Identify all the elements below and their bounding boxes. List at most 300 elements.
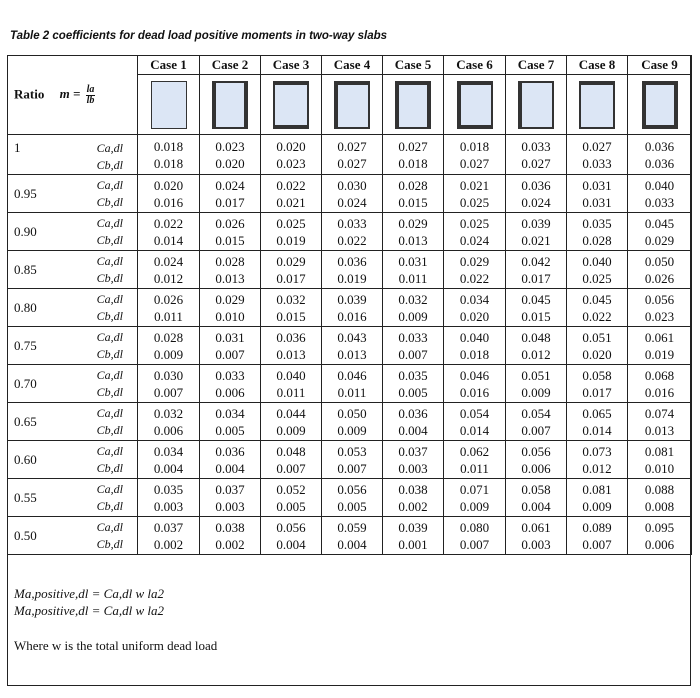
coef-a-value: 0.065 bbox=[582, 405, 612, 421]
coef-a-value: 0.029 bbox=[215, 291, 245, 307]
coef-cell bbox=[322, 517, 383, 555]
coef-cell bbox=[444, 251, 506, 289]
table-row bbox=[8, 289, 692, 327]
coef-b-value: 0.028 bbox=[582, 232, 612, 248]
coef-b-value: 0.033 bbox=[582, 155, 612, 171]
coef-cell bbox=[138, 441, 200, 479]
coef-cell bbox=[567, 135, 628, 175]
coef-b-value: 0.033 bbox=[644, 194, 675, 210]
coef-a-value: 0.050 bbox=[644, 253, 675, 269]
coef-cell bbox=[383, 289, 444, 327]
coef-b-value: 0.005 bbox=[276, 498, 306, 514]
coef-b-value: 0.005 bbox=[337, 498, 367, 514]
coef-a-value: 0.042 bbox=[521, 253, 551, 269]
coef-b-value: 0.002 bbox=[215, 536, 245, 552]
coef-b-value: 0.006 bbox=[521, 460, 551, 476]
coef-b-value: 0.007 bbox=[459, 536, 490, 552]
coef-a-value: 0.045 bbox=[521, 291, 551, 307]
coef-b-value: 0.007 bbox=[337, 460, 367, 476]
ratio-cell bbox=[8, 213, 138, 251]
coef-a-value: 0.037 bbox=[398, 443, 428, 459]
table-row bbox=[8, 327, 692, 365]
coef-cell bbox=[383, 251, 444, 289]
coef-a-value: 0.018 bbox=[153, 138, 184, 154]
ratio-value: 0.95 bbox=[14, 185, 37, 201]
coef-a-value: 0.035 bbox=[582, 215, 612, 231]
coef-cell bbox=[628, 403, 692, 441]
ratio-value: 0.65 bbox=[14, 413, 37, 429]
table-row bbox=[8, 175, 692, 213]
coef-a-value: 0.081 bbox=[644, 443, 675, 459]
coef-b-name: Cb,dl bbox=[96, 536, 123, 551]
coef-cell bbox=[444, 289, 506, 327]
coef-a-value: 0.026 bbox=[153, 291, 184, 307]
coef-b-value: 0.022 bbox=[459, 270, 490, 286]
coef-b-value: 0.014 bbox=[582, 422, 612, 438]
coef-cell bbox=[567, 251, 628, 289]
coef-cell bbox=[261, 251, 322, 289]
coef-a-value: 0.048 bbox=[276, 443, 306, 459]
ratio-header bbox=[8, 56, 138, 135]
coef-b-value: 0.010 bbox=[215, 308, 245, 324]
coef-cell bbox=[322, 289, 383, 327]
coef-a-value: 0.074 bbox=[644, 405, 675, 421]
coef-b-value: 0.007 bbox=[215, 346, 245, 362]
coef-b-value: 0.024 bbox=[521, 194, 551, 210]
table-row bbox=[8, 403, 692, 441]
coef-a-value: 0.046 bbox=[337, 367, 367, 383]
ratio-cell bbox=[8, 327, 138, 365]
coef-b-value: 0.020 bbox=[459, 308, 490, 324]
coef-a-value: 0.036 bbox=[644, 138, 675, 154]
coef-a-value: 0.025 bbox=[459, 215, 490, 231]
coef-cell bbox=[322, 365, 383, 403]
case-4-header: Case 4 bbox=[322, 56, 383, 75]
coef-cell bbox=[261, 289, 322, 327]
coef-a-value: 0.040 bbox=[276, 367, 306, 383]
formula-1-rhs: = Ca,dl w la2 bbox=[91, 586, 164, 601]
coef-a-value: 0.018 bbox=[459, 138, 490, 154]
ratio-fraction bbox=[86, 85, 96, 106]
coef-cell bbox=[383, 517, 444, 555]
ratio-cell bbox=[8, 403, 138, 441]
coef-a-value: 0.039 bbox=[398, 519, 428, 535]
table-row bbox=[8, 365, 692, 403]
slab-diagram-icon bbox=[457, 81, 493, 129]
frac-numerator: la bbox=[86, 83, 95, 95]
coef-a-value: 0.050 bbox=[337, 405, 367, 421]
coef-a-name: Ca,dl bbox=[96, 291, 123, 306]
table-title: Table 2 coefficients for dead load positive moments in two-way slabs bbox=[10, 30, 388, 42]
case-2-header: Case 2 bbox=[200, 56, 261, 75]
coef-a-value: 0.036 bbox=[215, 443, 245, 459]
coef-cell bbox=[628, 135, 692, 175]
coef-b-value: 0.009 bbox=[276, 422, 306, 438]
coef-a-value: 0.021 bbox=[459, 177, 490, 193]
coef-cell bbox=[200, 365, 261, 403]
coef-b-value: 0.013 bbox=[398, 232, 428, 248]
coef-cell bbox=[322, 403, 383, 441]
case-1-diagram bbox=[138, 75, 200, 135]
coef-b-value: 0.006 bbox=[215, 384, 245, 400]
coef-b-value: 0.020 bbox=[215, 155, 245, 171]
coef-a-value: 0.045 bbox=[644, 215, 675, 231]
coef-b-name: Cb,dl bbox=[96, 194, 123, 209]
coef-cell bbox=[383, 441, 444, 479]
coef-a-value: 0.028 bbox=[398, 177, 428, 193]
coef-a-value: 0.029 bbox=[276, 253, 306, 269]
ratio-cell bbox=[8, 479, 138, 517]
coef-cell bbox=[506, 213, 567, 251]
coef-a-value: 0.028 bbox=[215, 253, 245, 269]
coef-a-value: 0.081 bbox=[582, 481, 612, 497]
coef-a-value: 0.045 bbox=[582, 291, 612, 307]
formula-2-rhs: = Ca,dl w la2 bbox=[91, 603, 164, 618]
slab-diagram-icon bbox=[579, 81, 615, 129]
coef-b-value: 0.004 bbox=[215, 460, 245, 476]
coef-b-value: 0.009 bbox=[459, 498, 490, 514]
coef-a-value: 0.056 bbox=[276, 519, 306, 535]
coef-a-value: 0.033 bbox=[398, 329, 428, 345]
ratio-value: 0.50 bbox=[14, 527, 37, 543]
coef-b-value: 0.016 bbox=[644, 384, 675, 400]
case-7-header: Case 7 bbox=[506, 56, 567, 75]
coef-b-value: 0.024 bbox=[337, 194, 367, 210]
coef-a-name: Ca,dl bbox=[96, 481, 123, 496]
ratio-cell bbox=[8, 517, 138, 555]
coef-a-value: 0.020 bbox=[276, 138, 306, 154]
coef-b-name: Cb,dl bbox=[96, 158, 123, 172]
coef-a-value: 0.040 bbox=[644, 177, 675, 193]
coef-b-value: 0.019 bbox=[644, 346, 675, 362]
coef-cell bbox=[200, 251, 261, 289]
coef-b-value: 0.007 bbox=[153, 384, 184, 400]
coef-a-name: Ca,dl bbox=[96, 253, 123, 268]
coef-a-value: 0.058 bbox=[582, 367, 612, 383]
coef-cell bbox=[383, 365, 444, 403]
ratio-value: 0.75 bbox=[14, 337, 37, 353]
coef-cell bbox=[567, 441, 628, 479]
table-row bbox=[8, 251, 692, 289]
ratio-value: 0.85 bbox=[14, 261, 37, 277]
coef-b-value: 0.022 bbox=[582, 308, 612, 324]
coef-a-value: 0.030 bbox=[153, 367, 184, 383]
coef-cell bbox=[200, 327, 261, 365]
ratio-cell bbox=[8, 251, 138, 289]
coef-b-value: 0.016 bbox=[153, 194, 184, 210]
coef-cell bbox=[444, 175, 506, 213]
coef-a-name: Ca,dl bbox=[96, 443, 123, 458]
coef-a-value: 0.029 bbox=[459, 253, 490, 269]
coef-cell bbox=[261, 175, 322, 213]
coef-b-value: 0.013 bbox=[276, 346, 306, 362]
coef-b-value: 0.027 bbox=[337, 155, 367, 171]
formula-line-1 bbox=[14, 585, 164, 602]
coef-a-value: 0.036 bbox=[337, 253, 367, 269]
coef-b-value: 0.025 bbox=[582, 270, 612, 286]
coef-cell bbox=[322, 251, 383, 289]
coef-a-value: 0.088 bbox=[644, 481, 675, 497]
coef-cell bbox=[506, 517, 567, 555]
coef-b-value: 0.017 bbox=[276, 270, 306, 286]
table-row bbox=[8, 517, 692, 555]
coef-a-value: 0.054 bbox=[521, 405, 551, 421]
coef-cell bbox=[444, 327, 506, 365]
coef-a-value: 0.035 bbox=[398, 367, 428, 383]
coef-b-value: 0.036 bbox=[644, 155, 675, 171]
case-6-diagram bbox=[444, 75, 506, 135]
coef-a-value: 0.068 bbox=[644, 367, 675, 383]
coef-b-value: 0.029 bbox=[644, 232, 675, 248]
coef-b-value: 0.015 bbox=[398, 194, 428, 210]
coef-a-value: 0.024 bbox=[215, 177, 245, 193]
coef-cell bbox=[261, 135, 322, 175]
coef-cell bbox=[322, 327, 383, 365]
coef-b-value: 0.007 bbox=[582, 536, 612, 552]
coef-a-value: 0.059 bbox=[337, 519, 367, 535]
coef-b-value: 0.006 bbox=[644, 536, 675, 552]
coef-cell bbox=[628, 441, 692, 479]
coef-b-value: 0.013 bbox=[215, 270, 245, 286]
coef-a-value: 0.035 bbox=[153, 481, 184, 497]
coef-b-value: 0.018 bbox=[459, 346, 490, 362]
coef-a-value: 0.032 bbox=[276, 291, 306, 307]
coef-a-value: 0.032 bbox=[153, 405, 184, 421]
coef-cell bbox=[383, 213, 444, 251]
coef-cell bbox=[444, 517, 506, 555]
coef-a-value: 0.022 bbox=[153, 215, 184, 231]
coef-a-name: Ca,dl bbox=[96, 367, 123, 382]
ratio-cell bbox=[8, 175, 138, 213]
coef-b-value: 0.012 bbox=[153, 270, 184, 286]
ratio-value: 0.70 bbox=[14, 375, 37, 391]
table-row bbox=[8, 479, 692, 517]
coef-a-value: 0.062 bbox=[459, 443, 490, 459]
coef-b-value: 0.023 bbox=[276, 155, 306, 171]
coef-a-value: 0.044 bbox=[276, 405, 306, 421]
coef-b-value: 0.014 bbox=[459, 422, 490, 438]
coef-cell bbox=[444, 135, 506, 175]
coef-a-value: 0.022 bbox=[276, 177, 306, 193]
coef-cell bbox=[261, 365, 322, 403]
case-2-diagram bbox=[200, 75, 261, 135]
coef-a-value: 0.056 bbox=[521, 443, 551, 459]
coef-b-name: Cb,dl bbox=[96, 308, 123, 323]
coef-cell bbox=[506, 441, 567, 479]
coef-a-value: 0.058 bbox=[521, 481, 551, 497]
coef-cell bbox=[138, 403, 200, 441]
coef-a-value: 0.051 bbox=[582, 329, 612, 345]
coef-a-value: 0.095 bbox=[644, 519, 675, 535]
coef-cell bbox=[444, 479, 506, 517]
case-8-header: Case 8 bbox=[567, 56, 628, 75]
coef-b-name: Cb,dl bbox=[96, 422, 123, 437]
coef-b-name: Cb,dl bbox=[96, 270, 123, 285]
coef-cell bbox=[444, 213, 506, 251]
coef-a-value: 0.026 bbox=[215, 215, 245, 231]
frac-denominator: lb bbox=[86, 94, 95, 106]
coef-cell bbox=[200, 479, 261, 517]
coef-b-value: 0.004 bbox=[153, 460, 184, 476]
slab-diagram-icon bbox=[273, 81, 309, 129]
coef-a-value: 0.029 bbox=[398, 215, 428, 231]
coef-b-value: 0.019 bbox=[337, 270, 367, 286]
ratio-value: 0.60 bbox=[14, 451, 37, 467]
coef-cell bbox=[138, 327, 200, 365]
coef-a-value: 0.040 bbox=[582, 253, 612, 269]
coef-a-value: 0.039 bbox=[337, 291, 367, 307]
coef-b-value: 0.015 bbox=[215, 232, 245, 248]
case-1-header: Case 1 bbox=[138, 56, 200, 75]
coef-cell bbox=[261, 403, 322, 441]
coef-b-value: 0.011 bbox=[154, 308, 183, 324]
coef-a-name: Ca,dl bbox=[96, 215, 123, 230]
coef-cell bbox=[322, 441, 383, 479]
coef-a-value: 0.053 bbox=[337, 443, 367, 459]
coef-a-value: 0.031 bbox=[398, 253, 428, 269]
formula-line-2 bbox=[14, 602, 164, 619]
coef-b-value: 0.004 bbox=[276, 536, 306, 552]
coef-cell bbox=[628, 479, 692, 517]
coef-a-value: 0.033 bbox=[521, 138, 551, 154]
coef-a-name: Ca,dl bbox=[96, 141, 123, 155]
coef-cell bbox=[506, 175, 567, 213]
coef-cell bbox=[567, 175, 628, 213]
coef-b-value: 0.014 bbox=[153, 232, 184, 248]
coef-a-name: Ca,dl bbox=[96, 519, 123, 534]
coef-cell bbox=[506, 479, 567, 517]
ratio-label: Ratio bbox=[14, 85, 45, 101]
coef-cell bbox=[322, 213, 383, 251]
coef-cell bbox=[628, 365, 692, 403]
coef-a-value: 0.043 bbox=[337, 329, 367, 345]
coef-cell bbox=[261, 213, 322, 251]
coef-cell bbox=[567, 289, 628, 327]
ratio-cell bbox=[8, 365, 138, 403]
coef-cell bbox=[383, 479, 444, 517]
coef-b-value: 0.018 bbox=[398, 155, 428, 171]
coef-cell bbox=[200, 517, 261, 555]
coef-b-value: 0.008 bbox=[644, 498, 675, 514]
coef-cell bbox=[628, 213, 692, 251]
coef-b-value: 0.011 bbox=[460, 460, 489, 476]
coef-b-value: 0.005 bbox=[398, 384, 428, 400]
coef-cell bbox=[138, 365, 200, 403]
coef-cell bbox=[628, 327, 692, 365]
ratio-cell bbox=[8, 289, 138, 327]
coef-cell bbox=[567, 365, 628, 403]
coef-a-value: 0.020 bbox=[153, 177, 184, 193]
coef-a-value: 0.051 bbox=[521, 367, 551, 383]
coef-cell bbox=[383, 403, 444, 441]
coef-b-name: Cb,dl bbox=[96, 460, 123, 475]
footnote: Where w is the total uniform dead load bbox=[14, 638, 218, 653]
coef-cell bbox=[383, 327, 444, 365]
coef-cell bbox=[506, 327, 567, 365]
coef-b-name: Cb,dl bbox=[96, 384, 123, 399]
coef-b-value: 0.011 bbox=[337, 384, 367, 400]
moment-formula bbox=[14, 585, 164, 619]
coef-b-value: 0.017 bbox=[215, 194, 245, 210]
coef-a-value: 0.061 bbox=[644, 329, 675, 345]
coef-b-value: 0.017 bbox=[582, 384, 612, 400]
case-5-diagram bbox=[383, 75, 444, 135]
coef-cell bbox=[200, 213, 261, 251]
coef-b-value: 0.023 bbox=[644, 308, 675, 324]
slab-diagram-icon bbox=[518, 81, 554, 129]
coef-a-value: 0.046 bbox=[459, 367, 490, 383]
coef-b-value: 0.007 bbox=[398, 346, 428, 362]
coef-b-value: 0.004 bbox=[521, 498, 551, 514]
coef-cell bbox=[261, 441, 322, 479]
coef-a-value: 0.027 bbox=[398, 138, 428, 154]
table-row bbox=[8, 213, 692, 251]
coef-a-value: 0.027 bbox=[337, 138, 367, 154]
case-5-header: Case 5 bbox=[383, 56, 444, 75]
coef-a-value: 0.036 bbox=[276, 329, 306, 345]
ratio-value: 1 bbox=[14, 140, 21, 155]
coef-a-value: 0.048 bbox=[521, 329, 551, 345]
coef-b-value: 0.012 bbox=[521, 346, 551, 362]
case-7-diagram bbox=[506, 75, 567, 135]
table-row bbox=[8, 441, 692, 479]
coef-b-value: 0.018 bbox=[153, 155, 184, 171]
coef-b-value: 0.013 bbox=[337, 346, 367, 362]
case-3-diagram bbox=[261, 75, 322, 135]
coef-b-value: 0.009 bbox=[337, 422, 367, 438]
coef-a-value: 0.036 bbox=[521, 177, 551, 193]
coef-b-value: 0.021 bbox=[276, 194, 306, 210]
coef-cell bbox=[506, 135, 567, 175]
coef-cell bbox=[138, 479, 200, 517]
case-3-header: Case 3 bbox=[261, 56, 322, 75]
coef-b-value: 0.013 bbox=[644, 422, 675, 438]
coef-a-value: 0.056 bbox=[644, 291, 675, 307]
coef-a-value: 0.054 bbox=[459, 405, 490, 421]
coef-cell bbox=[200, 175, 261, 213]
coef-a-value: 0.030 bbox=[337, 177, 367, 193]
coef-b-value: 0.001 bbox=[398, 536, 428, 552]
coef-a-value: 0.031 bbox=[215, 329, 245, 345]
coef-a-value: 0.061 bbox=[521, 519, 551, 535]
case-6-header: Case 6 bbox=[444, 56, 506, 75]
coef-cell bbox=[628, 251, 692, 289]
coef-b-name: Cb,dl bbox=[96, 232, 123, 247]
m-label: m = bbox=[59, 85, 81, 101]
coef-b-value: 0.022 bbox=[337, 232, 367, 248]
slab-diagram-icon bbox=[334, 81, 370, 129]
coef-cell bbox=[628, 289, 692, 327]
coef-b-name: Cb,dl bbox=[96, 346, 123, 361]
ratio-value: 0.80 bbox=[14, 299, 37, 315]
coef-a-value: 0.025 bbox=[276, 215, 306, 231]
coef-b-value: 0.027 bbox=[521, 155, 551, 171]
coef-b-value: 0.006 bbox=[153, 422, 184, 438]
coef-b-value: 0.009 bbox=[521, 384, 551, 400]
coef-a-value: 0.032 bbox=[398, 291, 428, 307]
coef-a-name: Ca,dl bbox=[96, 405, 123, 420]
coef-a-value: 0.073 bbox=[582, 443, 612, 459]
coef-cell bbox=[444, 403, 506, 441]
coef-b-value: 0.007 bbox=[521, 422, 551, 438]
coef-b-value: 0.004 bbox=[398, 422, 428, 438]
coef-cell bbox=[506, 403, 567, 441]
coef-a-value: 0.037 bbox=[215, 481, 245, 497]
ratio-value: 0.90 bbox=[14, 223, 37, 239]
coef-cell bbox=[261, 479, 322, 517]
coef-a-value: 0.038 bbox=[215, 519, 245, 535]
coef-a-value: 0.033 bbox=[337, 215, 367, 231]
